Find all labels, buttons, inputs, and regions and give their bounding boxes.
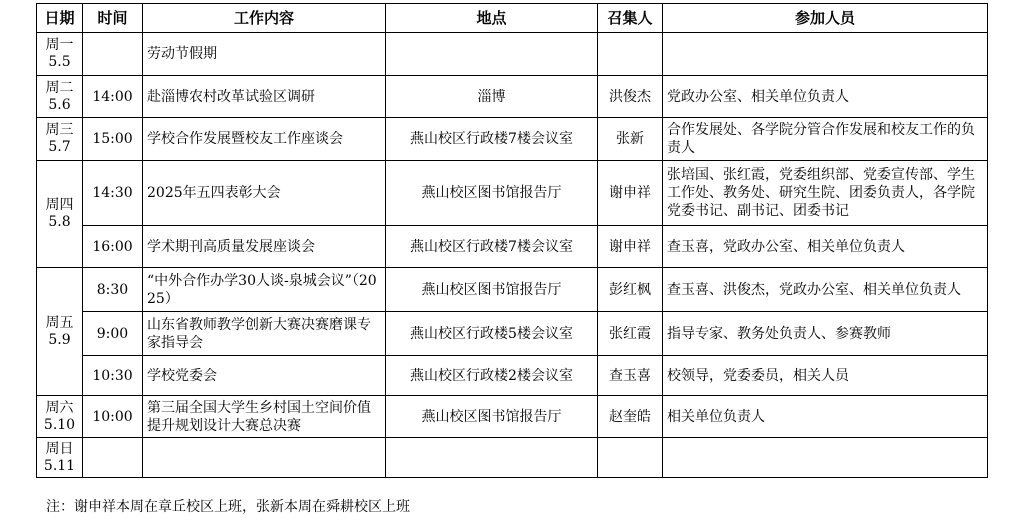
header-date: 日期	[37, 4, 83, 33]
location-cell: 燕山校区行政楼5楼会议室	[386, 312, 598, 356]
table-row	[37, 268, 988, 312]
attendees-cell: 指导专家、教务处负责人、参赛教师	[663, 312, 988, 356]
work-cell: “中外合作办学30人谈-泉城会议”（2025）	[143, 268, 386, 312]
work-cell: 山东省教师教学创新大赛决赛磨课专家指导会	[143, 312, 386, 356]
day-cell	[37, 396, 83, 438]
attendees-cell: 合作发展处、各学院分管合作发展和校友工作的负责人	[663, 118, 988, 161]
attendees-cell: 党政办公室、相关单位负责人	[663, 76, 988, 118]
location-cell: 燕山校区行政楼7楼会议室	[386, 118, 598, 161]
time-cell: 16:00	[83, 226, 143, 268]
host-cell: 查玉喜	[598, 356, 663, 396]
host-cell: 彭红枫	[598, 268, 663, 312]
table-row	[37, 438, 988, 478]
location-cell: 燕山校区行政楼2楼会议室	[386, 356, 598, 396]
day-cell	[37, 438, 83, 478]
location-cell: 燕山校区行政楼7楼会议室	[386, 226, 598, 268]
host-cell: 谢申祥	[598, 161, 663, 226]
header-host: 召集人	[598, 4, 663, 33]
location-cell	[386, 33, 598, 76]
host-cell: 张新	[598, 118, 663, 161]
time-cell	[83, 438, 143, 478]
work-cell: 劳动节假期	[143, 33, 386, 76]
day-date: 5.8	[48, 214, 71, 230]
work-cell	[143, 438, 386, 478]
header-work: 工作内容	[143, 4, 386, 33]
day-cell	[37, 33, 83, 76]
day-name: 周二	[45, 79, 74, 96]
day-name: 周日	[45, 440, 74, 457]
work-cell: 2025年五四表彰大会	[143, 161, 386, 226]
host-cell: 赵奎皓	[598, 396, 663, 438]
attendees-cell	[663, 33, 988, 76]
work-cell: 学校党委会	[143, 356, 386, 396]
host-cell: 谢申祥	[598, 226, 663, 268]
day-name: 周六	[45, 399, 74, 416]
work-cell: 赴淄博农村改革试验区调研	[143, 76, 386, 118]
attendees-cell: 查玉喜，党政办公室、相关单位负责人	[663, 226, 988, 268]
table-row	[37, 161, 988, 226]
day-name: 周三	[45, 122, 74, 138]
location-cell: 燕山校区图书馆报告厅	[386, 161, 598, 226]
time-cell: 14:00	[83, 76, 143, 118]
table-row	[37, 312, 988, 356]
attendees-cell: 相关单位负责人	[663, 396, 988, 438]
table-row	[37, 76, 988, 118]
header-attendees: 参加人员	[663, 4, 988, 33]
time-cell: 8:30	[83, 268, 143, 312]
work-cell: 第三届全国大学生乡村国土空间价值提升规划设计大赛总决赛	[143, 396, 386, 438]
location-cell: 燕山校区图书馆报告厅	[386, 396, 598, 438]
host-cell: 张红霞	[598, 312, 663, 356]
host-cell: 洪俊杰	[598, 76, 663, 118]
day-name: 周四	[45, 197, 74, 213]
header-row	[37, 4, 988, 33]
location-cell: 燕山校区图书馆报告厅	[386, 268, 598, 312]
table-row	[37, 33, 988, 76]
table-row	[37, 356, 988, 396]
location-cell: 淄博	[386, 76, 598, 118]
day-cell	[37, 161, 83, 268]
day-cell	[37, 268, 83, 396]
header-time: 时间	[83, 4, 143, 33]
work-cell: 学术期刊高质量发展座谈会	[143, 226, 386, 268]
attendees-cell: 查玉喜、洪俊杰，党政办公室、相关单位负责人	[663, 268, 988, 312]
header-location: 地点	[386, 4, 598, 33]
day-date: 5.10	[43, 416, 76, 433]
time-cell: 14:30	[83, 161, 143, 226]
attendees-cell	[663, 438, 988, 478]
day-date: 5.6	[48, 96, 71, 113]
location-cell	[386, 438, 598, 478]
attendees-cell: 校领导，党委委员，相关人员	[663, 356, 988, 396]
attendees-cell: 张培国、张红霞，党委组织部、党委宣传部、学生工作处、教务处、研究生院、团委负责人，各学院党委书记、副书记、团委书记	[663, 161, 988, 226]
day-cell	[37, 118, 83, 161]
time-cell: 10:00	[83, 396, 143, 438]
day-date: 5.9	[48, 331, 71, 348]
work-cell: 学校合作发展暨校友工作座谈会	[143, 118, 386, 161]
table-row	[37, 396, 988, 438]
table-row	[37, 226, 988, 268]
time-cell	[83, 33, 143, 76]
day-date: 5.11	[43, 457, 76, 474]
day-name: 周五	[45, 314, 74, 331]
schedule-table	[36, 3, 988, 478]
time-cell: 15:00	[83, 118, 143, 161]
day-date: 5.7	[48, 139, 71, 155]
day-date: 5.5	[48, 54, 71, 70]
time-cell: 9:00	[83, 312, 143, 356]
host-cell	[598, 33, 663, 76]
day-name: 周一	[45, 37, 74, 53]
footnote: 注：谢申祥本周在章丘校区上班，张新本周在舜耕校区上班	[46, 499, 410, 515]
time-cell: 10:30	[83, 356, 143, 396]
host-cell	[598, 438, 663, 478]
table-row	[37, 118, 988, 161]
day-cell	[37, 76, 83, 118]
